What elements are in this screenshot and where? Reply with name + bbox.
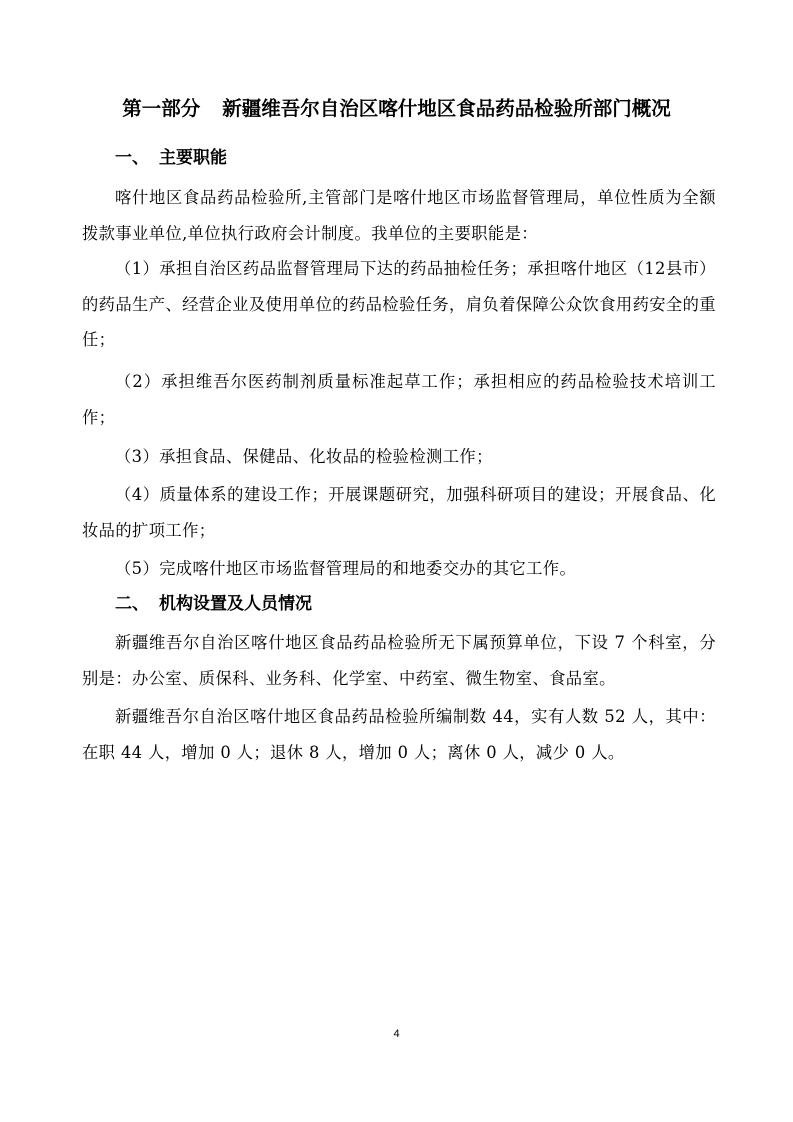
list-item-function-2: （2）承担维吾尔医药制剂质量标准起草工作；承担相应的药品检验技术培训工作； bbox=[82, 372, 716, 427]
list-item-function-3: （3）承担食品、保健品、化妆品的检验检测工作； bbox=[115, 447, 493, 466]
list-item-function-5: （5）完成喀什地区市场监督管理局的和地委交办的其它工作。 bbox=[115, 559, 577, 578]
section-heading-organization bbox=[115, 592, 312, 616]
list-item-function-1: （1）承担自治区药品监督管理局下达的药品抽检任务；承担喀什地区（12县市）的药品生产、经营企业及使用单位的药品检验任务，肩负着保障公众饮食用药安全的重任； bbox=[82, 259, 716, 349]
section-number: 二、 bbox=[115, 594, 149, 614]
section-heading-text: 机构设置及人员情况 bbox=[159, 594, 312, 614]
section-number: 一、 bbox=[115, 148, 149, 168]
paragraph-staffing: 新疆维吾尔自治区喀什地区食品药品检验所编制数 44，实有人数 52 人，其中：在职 44 人，增加 0 人；退休 8 人，增加 0 人；离休 0 人，减少 0 人。 bbox=[82, 707, 716, 762]
title-part-label: 第一部分 bbox=[122, 97, 201, 120]
page-number: 4 bbox=[393, 1028, 400, 1040]
title-department-name: 新疆维吾尔自治区喀什地区食品药品检验所部门概况 bbox=[222, 97, 671, 120]
paragraph-departments: 新疆维吾尔自治区喀什地区食品药品检验所无下属预算单位，下设 7 个科室，分别是：办公室、质保科、业务科、化学室、中药室、微生物室、食品室。 bbox=[82, 633, 716, 688]
page-title bbox=[0, 95, 793, 123]
section-heading-main-functions bbox=[115, 146, 227, 170]
list-item-function-4: （4）质量体系的建设工作；开展课题研究，加强科研项目的建设；开展食品、化妆品的扩项工作； bbox=[82, 485, 716, 540]
paragraph-intro: 喀什地区食品药品检验所,主管部门是喀什地区市场监督管理局，单位性质为全额拨款事业单位,单位执行政府会计制度。我单位的主要职能是： bbox=[82, 188, 716, 243]
section-heading-text: 主要职能 bbox=[159, 148, 227, 168]
